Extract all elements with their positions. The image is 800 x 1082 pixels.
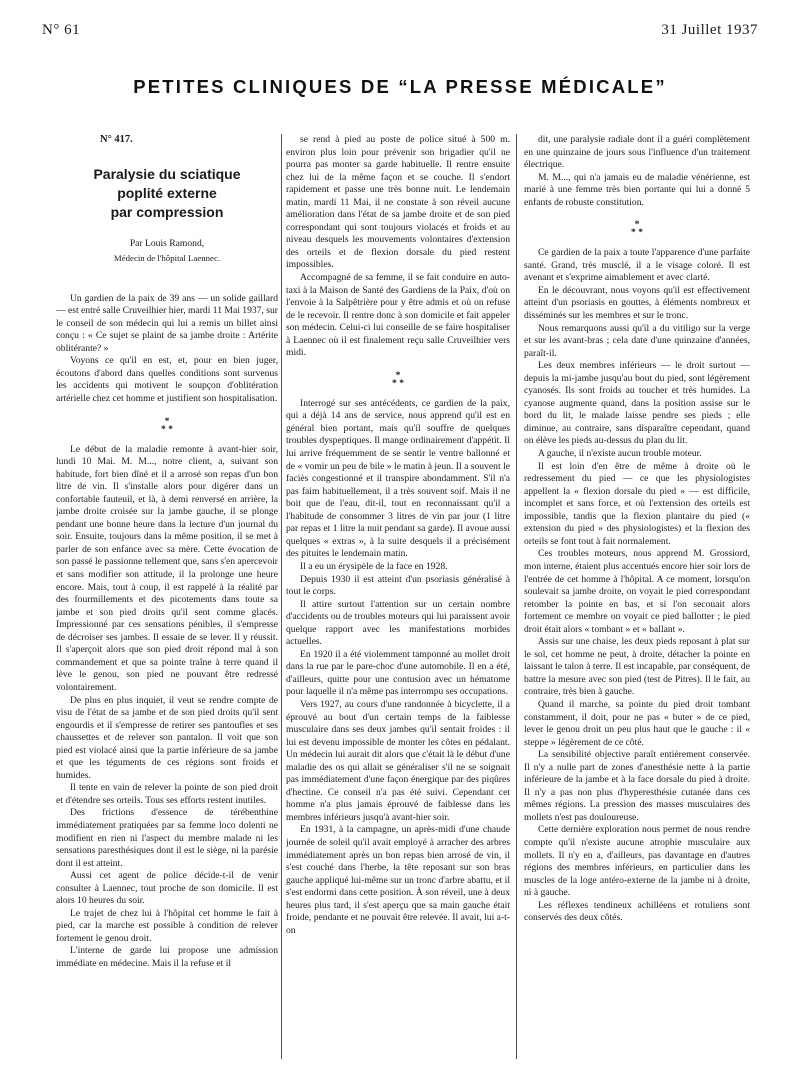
issue-number: N° 61	[42, 22, 81, 38]
paragraph: Assis sur une chaise, les deux pieds reposant à plat sur le sol, cet homme ne peut, à droite, détacher la pointe en laissant le talon à terre. Il est incapable, par conséquent, de battre la mesure avec son pied (test de Pitres). Il le fait, au contraire, très bien à gauche.	[524, 636, 750, 698]
series-title: PETITES CLINIQUES DE “LA PRESSE MÉDICALE”	[133, 76, 667, 97]
title-line: Paralysie du sciatique	[93, 165, 241, 182]
paragraph: Voyons ce qu'il en est, et, pour en bien juger, écoutons d'abord dans quelles conditions sont survenus les accidents qui motivent le soupçon d'oblitération artérielle chez cet homme et justifient son hospitalisation.	[56, 355, 278, 405]
separator-stars: * *	[631, 227, 643, 239]
paragraph: Le trajet de chez lui à l'hôpital cet homme le fait à pied, car la marche est possible à condition de relever fortement le genou droit.	[56, 907, 278, 944]
paragraph: Les deux membres inférieurs — le droit surtout — depuis la mi-jambe jusqu'au bout du pied, sont légèrement cyanosés. Ils sont froids au toucher et très humides. La cyanose augmente quand, dans la position assise sur le bord du lit, le malade laisse pendre ses pieds ; elle diminue, au contraire, sans disparaître cependant, quand on élève les pieds au-dessus du plan du lit.	[524, 360, 750, 447]
paragraph: De plus en plus inquiet, il veut se rendre compte de visu de l'état de sa jambe et de son pied droits qu'il sent engourdis et il s'empresse de retirer ses pantoufles et ses chaussettes et de relever son pantalon. Il voit que son pied est violacé ainsi que la partie inférieure de sa jambe et que les téguments de ces régions sont froids et humides.	[56, 694, 278, 781]
paragraph: Cette dernière exploration nous permet de nous rendre compte qu'il n'existe aucune atrophie musculaire aux mollets. Il n'y en a, d'ailleurs, pas davantage en d'autres régions des membres inférieurs, en particulier dans les muscles de la loge antéro-externe de la jambe ni à droite, ni à gauche.	[524, 824, 750, 899]
section-separator	[524, 221, 750, 237]
separator-star: *	[395, 369, 401, 381]
paragraph: Ce gardien de la paix a toute l'apparence d'une parfaite santé. Grand, très musclé, il a le visage coloré. Il est avenant et s'exprime aimablement et avec clarté.	[524, 247, 750, 284]
paragraph: Un gardien de la paix de 39 ans — un solide gaillard — est entré salle Cruveilhier hier, mardi 11 Mai 1937, sur le conseil de son médecin qui lui a remis un billet ainsi conçu : « Ce sujet se plaint de sa jambe droite : Artérite oblitérante? »	[56, 292, 278, 354]
article-title	[56, 165, 278, 222]
paragraph: En 1920 il a été violemment tamponné au mollet droit dans la rue par le pare-choc d'une automobile. Il en a été, d'ailleurs, quitte pour une contusion avec un hématome pour laquelle il n'a même pas interrompu ses occupations.	[286, 648, 510, 698]
paragraph: Il est loin d'en être de même à droite où le redressement du pied — ce que les physiologistes appellent la « flexion dorsale du pied » — est difficile, incomplet et sans force, et où l'extension des orteils est impossible, tandis que la flexion plantaire du pied (« extension du pied » des physiologistes) et la flexion des orteils se font tout à fait normalement.	[524, 460, 750, 547]
paragraph: Il a eu un érysipèle de la face en 1928.	[300, 560, 448, 572]
article-number: N° 417.	[100, 134, 133, 145]
paragraph: En le découvrant, nous voyons qu'il est effectivement atteint d'un psoriasis en gouttes, à éléments nombreux et disséminés sur les membres et sur le tronc.	[524, 284, 750, 322]
paragraph: Vers 1927, au cours d'une randonnée à bicyclette, il a éprouvé au bout d'un certain temps de la faiblesse musculaire dans ses deux jambes qu'il sentait froides : il lui est devenu impossible de monter les côtes en pédalant. Un médecin lui aurait dit alors que c'était là le début d'une maladie des os qui allait se généraliser s'il ne se soignait pas immédiatement d'une façon énergique par des piqûres d'hectine. Ce conseil n'a pas été suivi. Cependant cet homme n'a plus jamais éprouvé de faiblesse dans les membres inférieurs jusqu'à avant-hier soir.	[286, 698, 510, 823]
author-affiliation: Médecin de l'hôpital Laennec.	[113, 253, 221, 264]
paragraph: Il tente en vain de relever la pointe de son pied droit et d'étendre ses orteils. Tous ses efforts restent inutiles.	[56, 782, 278, 806]
paragraph: Le début de la maladie remonte à avant-hier soir, lundi 10 Mai. M. M..., notre client, a, suivant son habitude, fort bien dîné et il a arrosé son repas d'un bon litre de vin. Il s'installe alors pour digérer dans un confortable fauteuil, et là, à demi renversé en arrière, la jambe droite croisée sur la jambe gauche, il se plonge pendant une bonne heure dans la lecture d'un journal du soir. Ensuite, toujours dans la même position, il se met à parler de son enfance avec sa mère. Cette évocation de son passé le passionne tellement que, sans s'en apercevoir et sans modifier son attitude, il la prolonge une heure encore. Mais, tout à coup, il est rappelé à la réalité par des fourmillements et des picotements dans toute sa jambe et son pied droits qu'il sent comme glacés. Impressionné par ces sensations pénibles, il s'empresse de décroiser ses jambes. Il essaie de se lever. Il y réussit. Il s'aperçoit alors que son pied droit répond mal à son commandement et que sa pointe traîne à terre quand il lève le genou, son pied ne pouvant être redressé volontairement.	[56, 443, 278, 693]
separator-stars: * *	[392, 377, 404, 389]
column-divider	[516, 134, 517, 1059]
section-separator	[56, 415, 278, 435]
paragraph: Interrogé sur ses antécédents, ce gardien de la paix, qui a déjà 14 ans de service, nous apprend qu'il est en général bien portant, mais qu'il souffre de quelques troubles dyspeptiques. Il mange ordinairement d'appétit. Il lui arrive fréquemment de se sentir le ventre ballonné et de « vomir un peu de bile » le matin à jeun. Il a souvent le faciès congestionné et il transpire abondamment. S'il n'a pas faim habituellement, il a très souvent soif. Mais il ne boit que de l'eau, dit-il, tout en reconnaissant qu'il a l'habitude de consommer 3 litres de vin par jour (1 litre par repas et 1 litre la nuit pendant sa garde). Il avoue aussi quelques « extras », à la suite desquels il a précisément des pituites le lendemain matin.	[286, 397, 510, 560]
article-author: Par Louis Ramond,	[129, 237, 205, 249]
separator-star: *	[164, 415, 170, 427]
paragraph: Des frictions d'essence de térébenthine immédiatement pratiquées par sa femme loco dolenti ne modifient en rien ni l'aspect du membre malade ni les sensations paresthésiques dont il est le siège, ni la parésie dont il est atteint.	[56, 807, 278, 869]
paragraph: Ces troubles moteurs, nous apprend M. Grossiord, mon interne, étaient plus accentués encore hier soir lors de l'entrée de cet homme à l'hôpital. A ce moment, lorsqu'on soulevait sa jambe droite, on voyait le pied correspondant retomber la pointe en bas, et si l'on secouait alors fortement ce membre on voyait ce pied ballotter ; le pied droit était alors « tombant » et « ballant ».	[524, 548, 750, 635]
column-2	[286, 134, 510, 1064]
paragraph: se rend à pied au poste de police situé à 500 m. environ plus loin pour prévenir son brigadier qu'il ne pourra pas monter sa garde habituelle. Il rentre ensuite chez lui de la même façon et se couche. Il s'endort rapidement et passe une très bonne nuit. Le lendemain matin, mardi 11 Mai, il ne constate à son réveil aucune amélioration dans l'état de sa jambe droite et de son pied correspondant qui sont toujours violacés et froids et au niveau desquels les mouvements volontaires d'extension des orteils et de flexion dorsale du pied restent impossibles.	[286, 134, 510, 271]
title-line: poplité externe	[117, 184, 217, 201]
paragraph: La sensibilité objective paraît entièrement conservée. Il n'y a nulle part de zones d'anesthésie nette à la partie inférieure de la jambe et à la face dorsale du pied à droite. Il n'y a pas non plus d'hyperesthésie cutanée dans ces mêmes régions. La pression des masses musculaires des mollets n'est pas douloureuse.	[524, 749, 750, 823]
paragraph: Il attire surtout l'attention sur un certain nombre d'accidents ou de troubles moteurs qui lui paraissent avoir quelque rapport avec les manifestations morbides actuelles.	[286, 598, 510, 648]
paragraph: Nous remarquons aussi qu'il a du vitiligo sur la verge et sur les avant-bras ; cela date d'une quinzaine d'années, paraît-il.	[524, 322, 750, 359]
separator-star: *	[634, 219, 640, 231]
paragraph: A gauche, il n'existe aucun trouble moteur.	[538, 448, 702, 460]
paragraph: Depuis 1930 il est atteint d'un psoriasis généralisé à tout le corps.	[286, 573, 510, 598]
column-divider	[281, 134, 282, 1059]
column-3	[524, 134, 750, 1064]
paragraph: Aussi cet agent de police décide-t-il de venir consulter à Laennec, tout proche de son domicile. Il est alors 10 heures du soir.	[56, 870, 278, 907]
issue-date: 31 Juillet 1937	[661, 22, 758, 38]
paragraph: L'interne de garde lui propose une admission immédiate en médecine. Mais il la refuse et il	[56, 945, 278, 969]
paragraph: Les réflexes tendineux achilléens et rotuliens sont conservés des deux côtés.	[524, 899, 750, 924]
paragraph: Accompagné de sa femme, il se fait conduire en auto-taxi à la Maison de Santé des Gardiens de la Paix, d'où on l'envoie à la Salpêtrière pour y être admis et où on refuse de le recevoir. Il rentre donc à son domicile et fait appeler son médecin. Celui-ci lui conseille de se faire hospitaliser à Laennec où il est finalement reçu salle Cruveilhier vers midi.	[286, 272, 510, 359]
paragraph: dit, une paralysie radiale dont il a guéri complètement en une quinzaine de jours sous l'influence d'un traitement électrique.	[524, 134, 750, 171]
section-separator	[286, 369, 510, 389]
paragraph: M. M..., qui n'a jamais eu de maladie vénérienne, est marié à une femme très bien portante qui lui a donné 5 enfants de robuste constitution.	[524, 171, 750, 208]
title-line: par compression	[110, 203, 224, 220]
paragraph: Quand il marche, sa pointe du pied droit tombant constamment, il doit, pour ne pas « buter » de ce pied, lever le genou droit un peu plus haut que le gauche : il « steppe » légèrement de ce côté.	[524, 698, 750, 748]
column-1	[56, 134, 278, 1064]
paragraph: En 1931, à la campagne, un après-midi d'une chaude journée de soleil qu'il avait employé à arracher des arbres immédiatement après un bon repas bien arrosé de vin, il s'est couché dans l'herbe, la tête reposant sur son bras gauche appliqué lui-même sur un tronc d'arbre abattu, et il s'est endormi dans cette position. À son réveil, une à deux heures plus tard, il s'est aperçu que sa main gauche était froide, pendante et ne pouvait être relevée. Il avait, lui a-t-on	[286, 824, 510, 936]
separator-stars: * *	[161, 423, 173, 435]
